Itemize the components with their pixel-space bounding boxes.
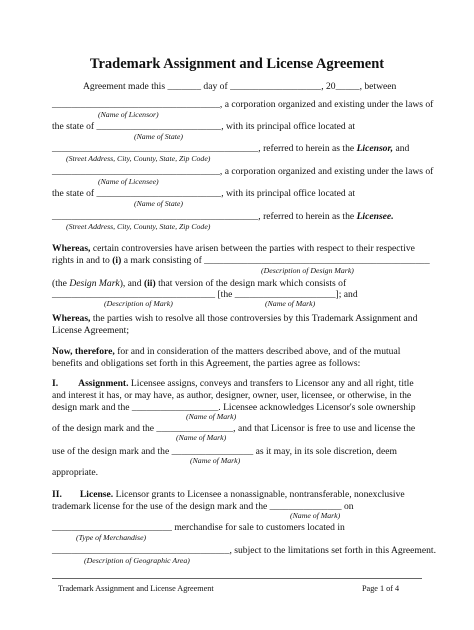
caption-geographic-area: (Description of Geographic Area) xyxy=(84,556,190,565)
caption-mark-4: (Name of Mark) xyxy=(290,511,341,520)
licensee-address-line: ___________________________________________, referred to herein as the Licensee. xyxy=(52,211,394,222)
licensor-address-line: ___________________________________________, referred to herein as the Licensor, and xyxy=(52,143,410,154)
caption-design-mark: (Description of Design Mark) xyxy=(261,266,354,275)
whereas-1-line-1: Whereas, certain controversies have arisen between the parties with respect to their respective xyxy=(52,243,415,254)
whereas-2-line-1: Whereas, the parties wish to resolve all those controversies by this Trademark Assignment and xyxy=(52,313,418,324)
caption-mark-1: (Name of Mark) xyxy=(186,412,237,421)
caption-state-2: (Name of State) xyxy=(134,199,183,208)
section-1-line-3: design mark and the __________________. Licensee acknowledges Licensor's sole ownership xyxy=(52,402,416,413)
document-title: Trademark Assignment and License Agreement xyxy=(89,56,385,72)
caption-address-1: (Street Address, City, County, State, Zip Code) xyxy=(66,154,211,163)
section-2-line-4: _____________________________________, subject to the limitations set forth in this Agreement. xyxy=(52,545,436,556)
caption-name-of-mark: (Name of Mark) xyxy=(265,299,316,308)
caption-mark-3: (Name of Mark) xyxy=(190,456,241,465)
caption-address-2: (Street Address, City, County, State, Zip Code) xyxy=(66,222,211,231)
now-therefore-line-2: benefits and obligations set forth in this Agreement, the parties agree as follows: xyxy=(52,358,361,369)
caption-licensor: (Name of Licensor) xyxy=(98,110,159,119)
caption-state-1: (Name of State) xyxy=(134,132,183,141)
now-therefore-line-1: Now, therefore, for and in consideration of the matters described above, and of the mutual xyxy=(52,346,401,357)
agreement-date-line: Agreement made this _______ day of ___________________, 20_____, between xyxy=(83,81,397,92)
section-2-line-3: _________________________ merchandise for sale to customers located in xyxy=(52,522,345,533)
licensee-state-line: the state of __________________________, with its principal office located at xyxy=(52,188,356,199)
section-1-line-5: use of the design mark and the _________________ as it may, in its sole discretion, deem xyxy=(52,446,397,457)
licensee-line: ___________________________________, a corporation organized and existing under the laws of xyxy=(52,166,434,177)
footer-rule xyxy=(52,578,422,579)
whereas-1-line-3: (the Design Mark), and (ii) that version of the design mark which consists of xyxy=(52,278,347,289)
licensor-line: ___________________________________, a corporation organized and existing under the laws of xyxy=(52,99,434,110)
caption-licensee: (Name of Licensee) xyxy=(98,177,159,186)
section-1-line-4: of the design mark and the ________________, and that Licensor is free to use and license the xyxy=(52,423,416,434)
caption-merchandise: (Type of Merchandise) xyxy=(76,533,147,542)
section-1-line-2: and interest it has, or may have, as author, designer, owner, user, licensee, or otherwise, in the xyxy=(52,390,412,401)
caption-description-of-mark: (Description of Mark) xyxy=(104,299,173,308)
whereas-2-line-2: License Agreement; xyxy=(52,325,129,336)
page-number: Page 1 of 4 xyxy=(362,584,400,593)
whereas-1-line-2: rights in and to (i) a mark consisting of _______________________________________________ xyxy=(52,255,430,266)
footer-title: Trademark Assignment and License Agreement xyxy=(58,584,214,593)
section-2-line-2: trademark license for the use of the design mark and the _______________ on xyxy=(52,501,354,512)
licensor-state-line: the state of __________________________, with its principal office located at xyxy=(52,121,356,132)
whereas-1-line-4: __________________________________ [the _____________________]; and xyxy=(52,289,358,300)
section-2-line-1: II. License. Licensor grants to Licensee a nonassignable, nontransferable, nonexclusive xyxy=(52,489,405,500)
section-1-line-1: I. Assignment. Licensee assigns, conveys and transfers to Licensor any and all right, title xyxy=(52,378,414,389)
section-1-line-6: appropriate. xyxy=(52,467,99,478)
caption-mark-2: (Name of Mark) xyxy=(176,433,227,442)
